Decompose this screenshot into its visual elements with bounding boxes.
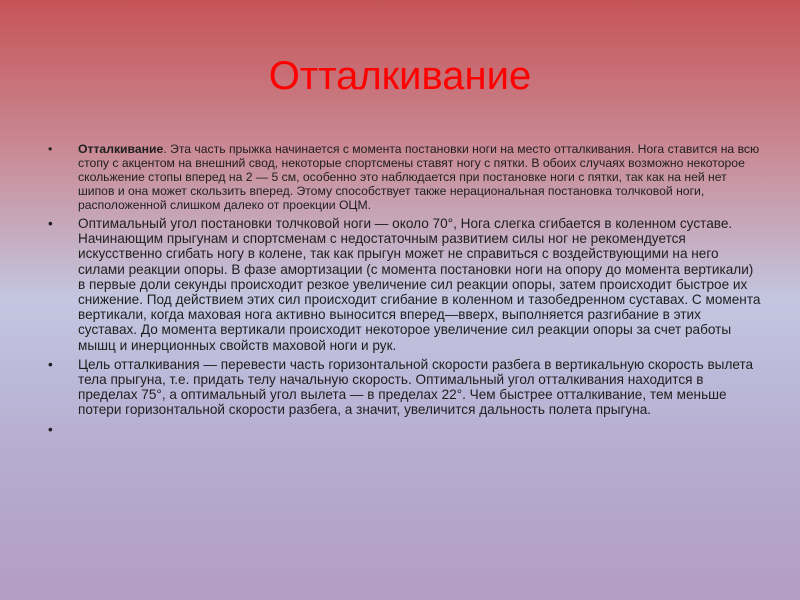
item-text: . Эта часть прыжка начинается с момента постановки ноги на место отталкивания. Нога ставится на всю стопу с акцентом на внешний свод, некоторые спортсмены ставят ногу с пятки. В обоих случаях возможно некоторое скольжение стопы вперед на 2 — 5 см, особенно это наблюдается при постановке ноги с пятки, так как на ней нет шипов и она может скользить вперед. Этому способствует также нерациональная постановка толчковой ноги, расположенной слишком далеко от проекции ОЦМ.: [78, 142, 760, 212]
item-text: Цель отталкивания — перевести часть горизонтальной скорости разбега в вертикальную скорость вылета тела прыгуна, т.е. придать телу начальную скорость. Оптимальный угол отталкивания находится в пределах 75°, а оптимальный угол вылета — в пределах 22°. Чем быстрее отталкивание, тем меньше потери горизонтальной скорости разбега, а значит, увеличится дальность полета прыгуна.: [78, 356, 754, 418]
slide-title: Отталкивание: [268, 54, 532, 98]
item-lead: Отталкивание: [78, 142, 164, 156]
list-item: [48, 142, 763, 212]
bullet-icon: •: [48, 216, 53, 231]
list-item: [48, 357, 763, 418]
list-item: [48, 216, 763, 353]
slide-content: [48, 142, 763, 441]
item-text: [78, 422, 82, 437]
bullet-icon: •: [48, 421, 53, 437]
list-item: [48, 422, 763, 437]
bullet-icon: •: [48, 142, 53, 156]
item-text: Оптимальный угол постановки толчковой ноги — около 70°, Нога слегка сгибается в коленном суставе. Начинающим прыгунам и спортсменам с недостаточным развитием силы ног не рекомендуется искусственно сгибать ногу в колене, так как прыгун может не справиться с воздействующими на него силами реакции опоры. В фазе амортизации (с момента постановки ноги на опору до момента вертикали) в первые доли секунды происходит резкое увеличение сил реакции опоры, затем происходит быстрое их снижение. Под действием этих сил происходит сгибание в коленном и тазобедренном суставах. С момента вертикали, когда маховая нога активно выносится вперед—вверх, выполняется разгибание в этих суставах. До момента вертикали происходит некоторое увеличение сил реакции опоры за счет работы мышц и инерционных свойств маховой ноги и рук.: [78, 216, 761, 353]
bullet-list: [48, 142, 763, 437]
bullet-icon: •: [48, 356, 53, 372]
